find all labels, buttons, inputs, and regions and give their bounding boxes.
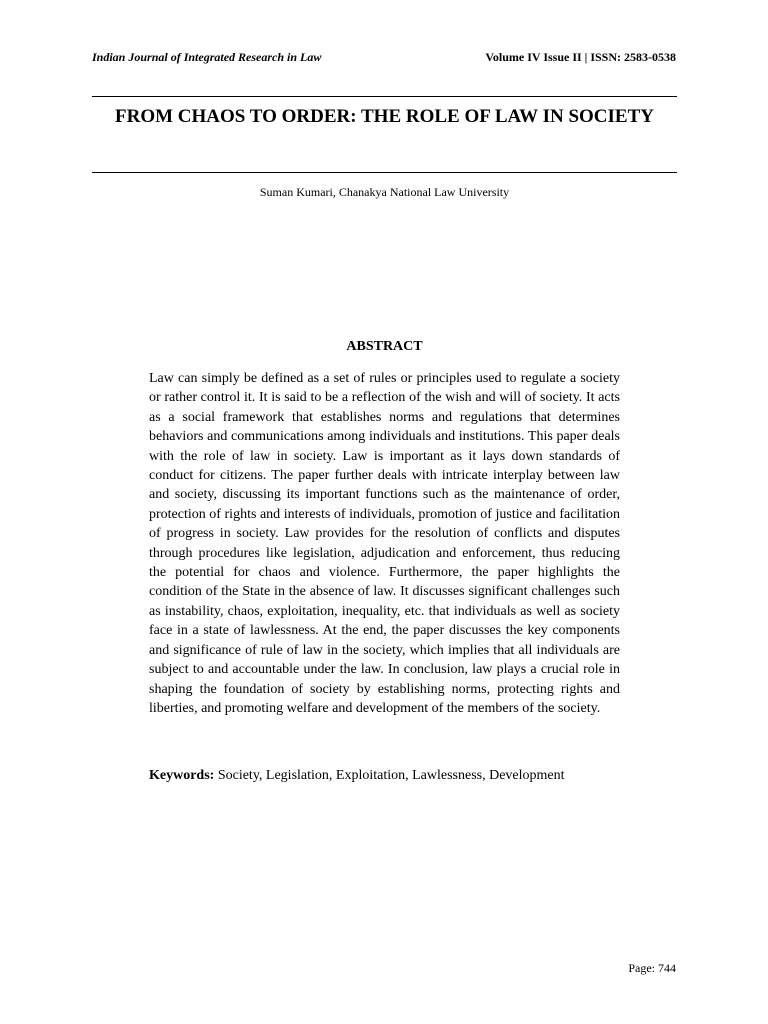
journal-name: Indian Journal of Integrated Research in Law (92, 50, 322, 64)
page-number: Page: 744 (628, 961, 676, 975)
keywords-values: Society, Legislation, Exploitation, Lawlessness, Development (217, 768, 565, 783)
keywords-label: Keywords: (149, 768, 218, 783)
keywords-line (149, 768, 620, 784)
abstract-heading: ABSTRACT (346, 339, 423, 354)
abstract-body: Law can simply be defined as a set of rules or principles used to regulate a society or rather control it. It is said to be a reflection of the wish and will of society. It acts as a social framework that establishes norms and regulations that determines behaviors and communications among individuals and institutions. This paper deals with the role of law in society. Law is important as it lays down standards of conduct for citizens. The paper further deals with intricate interplay between law and society, discussing its important functions such as the maintenance of order, protection of rights and interests of individuals, promotion of justice and facilitation of progress in society. Law provides for the resolution of conflicts and disputes through procedures like legislation, adjudication and enforcement, thus reducing the potential for chaos and violence. Furthermore, the paper highlights the condition of the State in the absence of law. It discusses significant challenges such as instability, chaos, exploitation, inequality, etc. that individuals as well as society face in a state of lawlessness. At the end, the paper discusses the key components and significance of rule of law in the society, which implies that all individuals are subject to and accountable under the law. In conclusion, law plays a crucial role in shaping the foundation of society by establishing norms, protecting rights and liberties, and promoting welfare and development of the members of the society. (149, 371, 620, 716)
article-title: FROM CHAOS TO ORDER: THE ROLE OF LAW IN SOCIETY (115, 106, 654, 127)
title-top-rule (92, 96, 677, 97)
title-bottom-rule (92, 172, 677, 173)
author-affiliation: Suman Kumari, Chanakya National Law University (259, 185, 510, 199)
running-header (92, 50, 676, 65)
volume-issn: Volume IV Issue II | ISSN: 2583-0538 (485, 50, 676, 64)
